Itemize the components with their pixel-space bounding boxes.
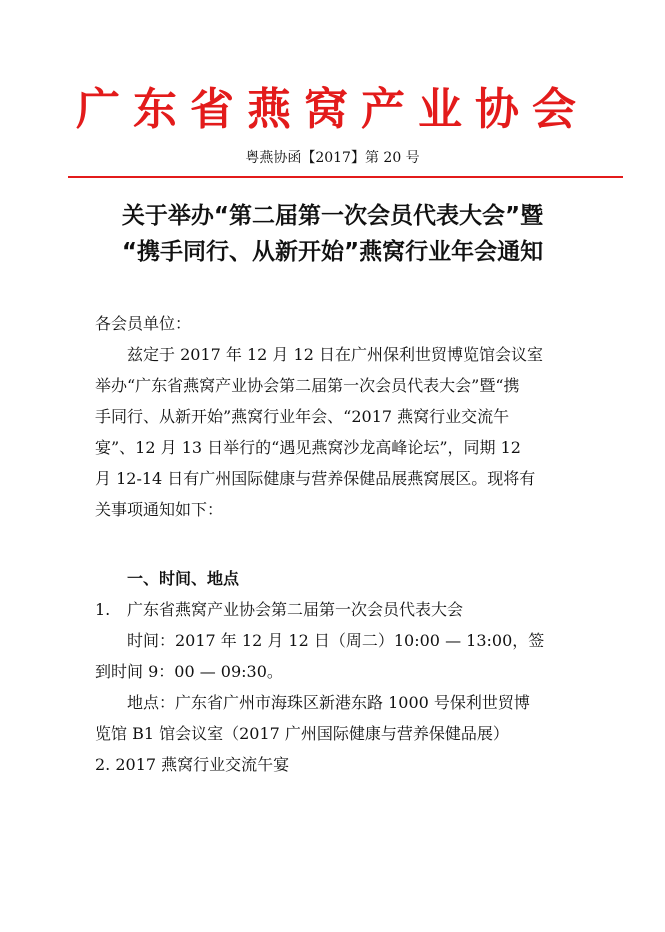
- list-item-1: [95, 594, 580, 625]
- intro-line-3: 手同行、从新开始”燕窝行业年会、“2017 燕窝行业交流午: [95, 407, 510, 426]
- list-item-1-title: 广东省燕窝产业协会第二届第一次会员代表大会: [127, 600, 464, 619]
- document-number: 粤燕协函【2017】第 20 号: [245, 150, 420, 166]
- paragraph-gap: [95, 525, 580, 563]
- intro-line-6: 关事项通知如下：: [95, 500, 224, 519]
- notice-title-line-2: “携手同行、从新开始”燕窝行业年会通知: [121, 239, 544, 265]
- intro-line-5: 月 12-14 日有广州国际健康与营养保健品展燕窝展区。现将有: [95, 469, 536, 488]
- intro-line-2: 举办“广东省燕窝产业协会第二届第一次会员代表大会”暨“携: [95, 376, 520, 395]
- place-line-1: 地点：广东省广州市海珠区新港东路 1000 号保利世贸博: [127, 693, 530, 712]
- time-line-2: 到时间 9：00 — 09:30。: [95, 662, 283, 681]
- list-item-1-number: 1.: [95, 600, 111, 619]
- time-line-1: 时间：2017 年 12 月 12 日（周二）10:00 — 13:00，签: [127, 631, 545, 650]
- section-heading: 一、时间、地点: [127, 569, 240, 588]
- notice-title-line-1: 关于举办“第二届第一次会员代表大会”暨: [121, 203, 544, 229]
- notice-body: [95, 308, 580, 780]
- organization-name: 广东省燕窝产业协会: [76, 84, 589, 135]
- intro-line-1: 兹定于 2017 年 12 月 12 日在广州保利世贸博览馆会议室: [127, 345, 543, 364]
- intro-line-4: 宴”、12 月 13 日举行的“遇见燕窝沙龙高峰论坛”，同期 12: [95, 438, 521, 457]
- place-line-2: 览馆 B1 馆会议室（2017 广州国际健康与营养保健品展）: [95, 724, 509, 743]
- notice-title: [60, 198, 605, 270]
- list-item-2: 2. 2017 燕窝行业交流午宴: [95, 755, 290, 774]
- salutation: 各会员单位：: [95, 314, 192, 333]
- red-divider: [68, 176, 623, 178]
